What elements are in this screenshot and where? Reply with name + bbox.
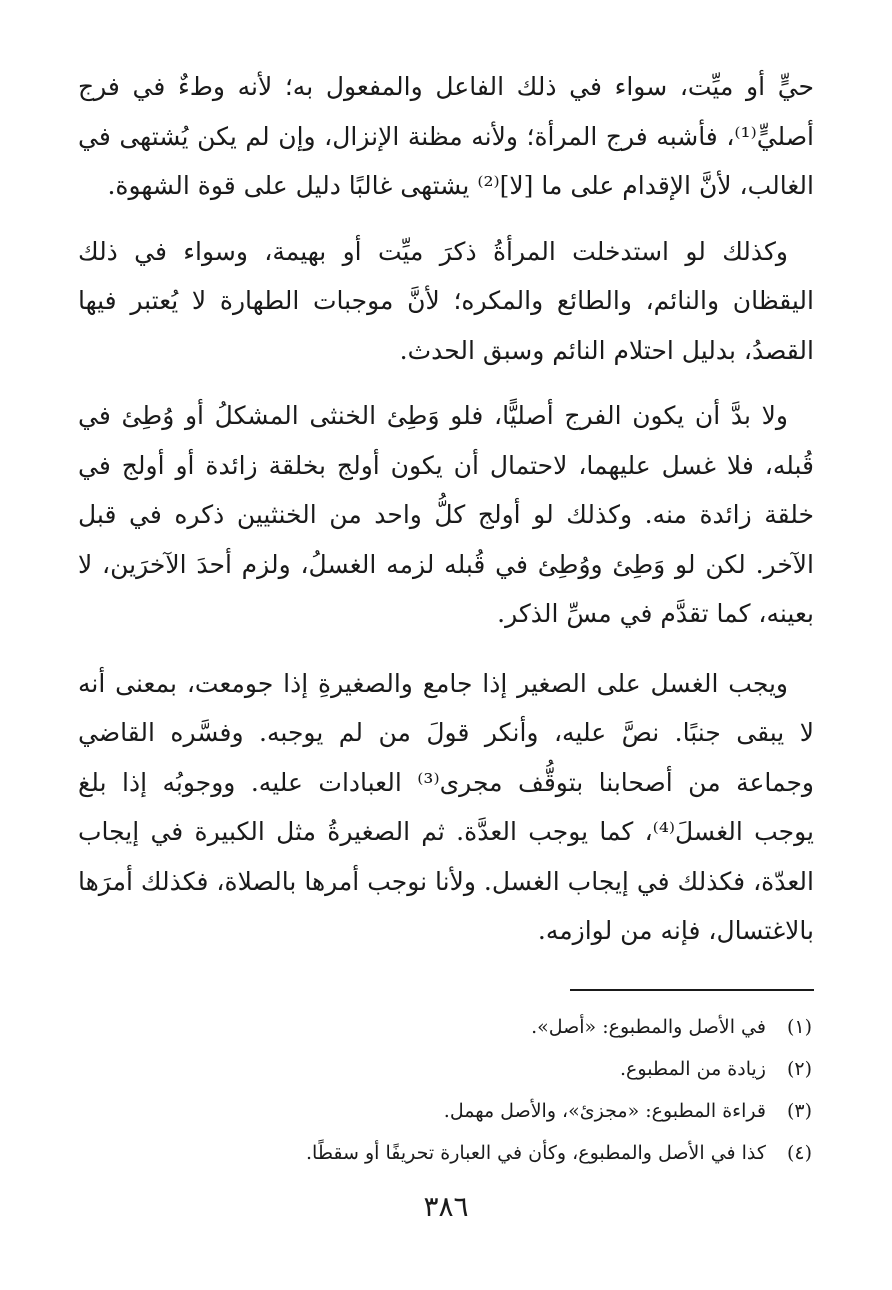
paragraph-4: ويجب الغسل على الصغير إذا جامع والصغيرةِ إذا جومعت، بمعنى أنه لا يبقى جنبًا. نصَّ عليه، وأنكر قولَ من لم يوجبه. وفسَّره القاضي وجماعة من أصحابنا بتوقُّف مجرى⁽³⁾ العبادات عليه. ووجوبُه إذا بلغ يوجب الغسلَ⁽⁴⁾، كما يوجب العدَّة. ثم الصغيرةُ مثل الكبيرة في إيجاب العدّة، فكذلك في إيجاب الغسل. ولأنا نوجب أمرها بالصلاة، فكذلك أمرَها بالاغتسال، فإنه من لوازمه. [78, 668, 815, 945]
footnote-1 [78, 1006, 812, 1048]
paragraph-2: وكذلك لو استدخلت المرأةُ ذكرَ ميِّت أو بهيمة، وسواء في ذلك اليقظان والنائم، والطائع والمكره؛ لأنَّ موجبات الطهارة لا يُعتبر فيها القصدُ، بدليل احتلام النائم وسبق الحدث. [78, 236, 814, 365]
footnotes [78, 1006, 812, 1174]
main-text [78, 62, 814, 956]
paragraph-3: ولا بدَّ أن يكون الفرج أصليًّا، فلو وَطِئ الخنثى المشكلُ أو وُطِئ في قُبله، فلا غسل عليهما، لاحتمال أن يكون أولج بخلقة زائدة أو أولج في خلقة زائدة منه. وكذلك لو أولج كلُّ واحد من الخنثيين ذكره في قبل الآخر. لكن لو وَطِئ ووُطِئ في قُبله لزمه الغسلُ، ولزم أحدَ الآخرَين، لا بعينه، كما تقدَّم في مسِّ الذكر. [78, 401, 814, 628]
footnote-number: (٢) [786, 1058, 812, 1080]
footnote-4 [78, 1132, 812, 1174]
footnote-number: (٤) [786, 1142, 812, 1164]
footnote-number: (٣) [786, 1100, 812, 1122]
footnote-divider [570, 989, 814, 991]
footnote-number: (١) [786, 1016, 812, 1038]
footnote-3 [78, 1090, 812, 1132]
page-number: ٣٨٦ [423, 1190, 469, 1223]
footnote-2 [78, 1048, 812, 1090]
footnote-text: كذا في الأصل والمطبوع، وكأن في العبارة تحريفًا أو سقطًا. [306, 1142, 766, 1164]
footnote-text: زيادة من المطبوع. [620, 1058, 766, 1080]
paragraph-1: حيٍّ أو ميِّت، سواء في ذلك الفاعل والمفعول به؛ لأنه وطءٌ في فرج أصليٍّ⁽¹⁾، فأشبه فرج المرأة؛ ولأنه مظنة الإنزال، وإن لم يكن يُشتهى في الغالب، لأنَّ الإقدام على ما [لا]⁽²⁾ يشتهى غالبًا دليل على قوة الشهوة. [78, 72, 814, 200]
footnote-text: قراءة المطبوع: «مجزئ»، والأصل مهمل. [443, 1100, 766, 1122]
footnote-text: في الأصل والمطبوع: «أصل». [531, 1016, 766, 1038]
